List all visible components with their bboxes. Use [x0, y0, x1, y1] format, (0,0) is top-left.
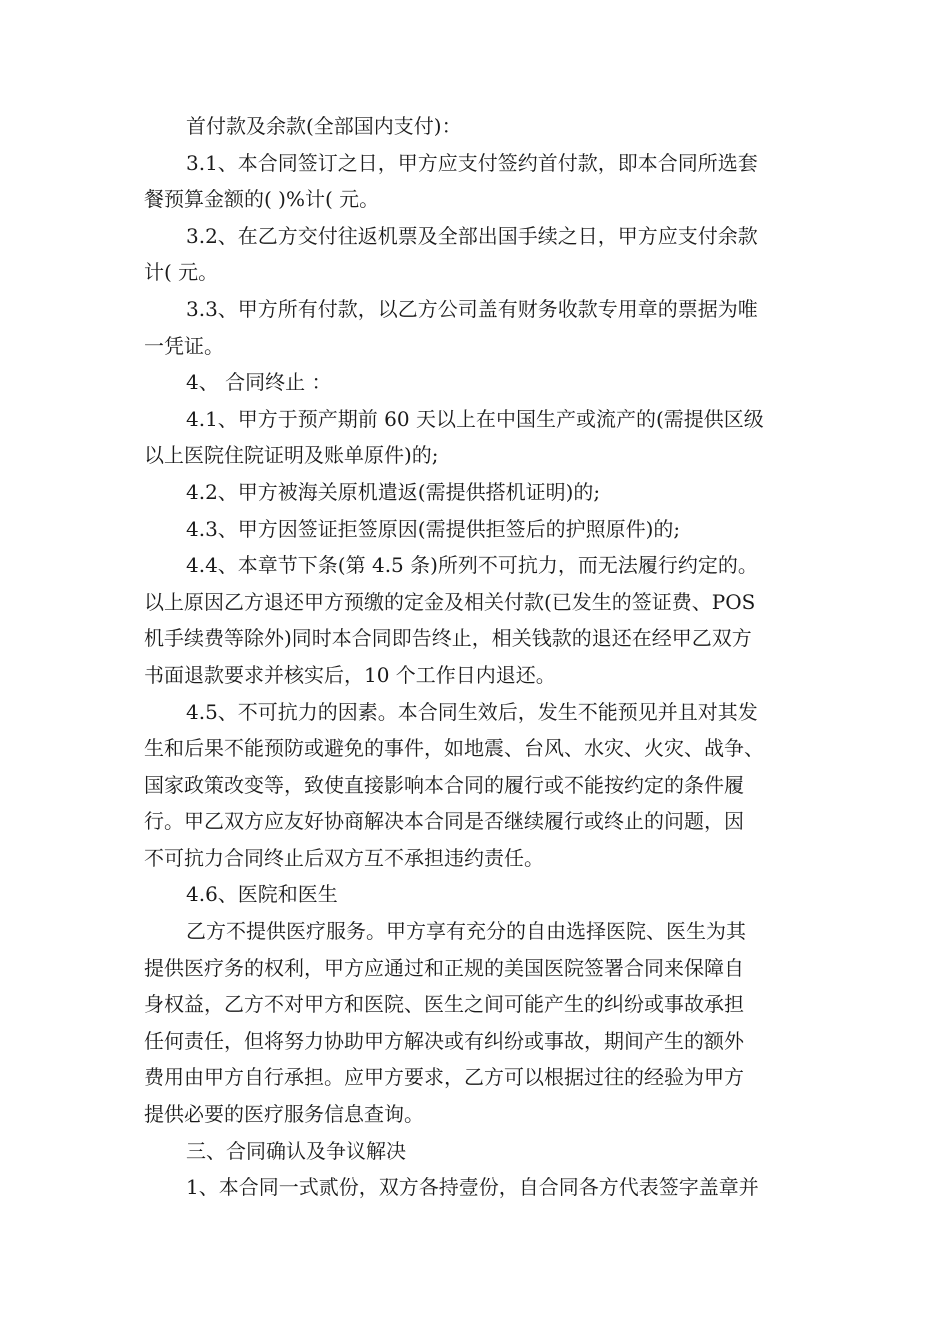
- text-line: 费用由甲方自行承担。应甲方要求，乙方可以根据过往的经验为甲方: [144, 1065, 744, 1090]
- text-line: 提供医疗务的权利，甲方应通过和正规的美国医院签署合同来保障自: [144, 955, 744, 980]
- paragraph: [144, 108, 812, 145]
- document-body: [144, 108, 812, 1206]
- text-line: 机手续费等除外)同时本合同即告终止，相关钱款的退还在经甲乙双方: [144, 626, 752, 651]
- paragraph: [144, 474, 812, 511]
- text-line: 生和后果不能预防或避免的事件，如地震、台风、水灾、火灾、战争、: [144, 736, 764, 761]
- text-line: 4、 合同终止 ：: [186, 370, 332, 395]
- text-line: 计( 元。: [144, 260, 219, 285]
- text-line: 3.3、甲方所有付款，以乙方公司盖有财务收款专用章的票据为唯: [186, 296, 758, 321]
- paragraph: [144, 876, 812, 913]
- paragraph: [144, 547, 812, 693]
- text-line: 4.2、甲方被海关原机遣返(需提供搭机证明)的;: [186, 479, 601, 504]
- paragraph: [144, 1169, 812, 1206]
- text-line: 4.3、甲方因签证拒签原因(需提供拒签后的护照原件)的;: [186, 516, 681, 541]
- text-line: 国家政策改变等，致使直接影响本合同的履行或不能按约定的条件履: [144, 772, 744, 797]
- text-line: 以上医院住院证明及账单原件)的;: [144, 443, 439, 468]
- paragraph: [144, 511, 812, 548]
- text-line: 首付款及余款(全部国内支付)：: [186, 114, 462, 138]
- paragraph: [144, 291, 812, 364]
- text-line: 1、本合同一式贰份，双方各持壹份，自合同各方代表签字盖章并: [186, 1175, 759, 1200]
- paragraph: [144, 401, 812, 474]
- text-line: 三、合同确认及争议解决: [186, 1138, 406, 1163]
- text-line: 4.4、本章节下条(第 4.5 条)所列不可抗力，而无法履行约定的。: [186, 553, 758, 578]
- text-line: 身权益，乙方不对甲方和医院、医生之间可能产生的纠纷或事故承担: [144, 992, 744, 1017]
- text-line: 4.6、医院和医生: [186, 882, 338, 907]
- text-line: 书面退款要求并核实后，10 个工作日内退还。: [144, 662, 556, 687]
- text-line: 4.5、不可抗力的因素。本合同生效后，发生不能预见并且对其发: [186, 699, 758, 724]
- paragraph: [144, 1133, 812, 1170]
- text-line: 3.2、在乙方交付往返机票及全部出国手续之日，甲方应支付余款: [186, 223, 758, 248]
- paragraph: [144, 364, 812, 401]
- text-line: 不可抗力合同终止后双方互不承担违约责任。: [144, 845, 544, 870]
- text-line: 3.1、本合同签订之日，甲方应支付签约首付款，即本合同所选套: [186, 150, 758, 175]
- text-line: 以上原因乙方退还甲方预缴的定金及相关付款(已发生的签证费、POS: [144, 589, 756, 614]
- text-line: 餐预算金额的( )%计( 元。: [144, 187, 380, 212]
- text-line: 提供必要的医疗服务信息查询。: [144, 1102, 424, 1127]
- text-line: 乙方不提供医疗服务。甲方享有充分的自由选择医院、医生为其: [186, 919, 746, 944]
- paragraph: [144, 913, 812, 1133]
- text-line: 一凭证。: [144, 333, 224, 358]
- paragraph: [144, 145, 812, 218]
- text-line: 任何责任，但将努力协助甲方解决或有纠纷或事故，期间产生的额外: [144, 1028, 744, 1053]
- paragraph: [144, 218, 812, 291]
- text-line: 4.1、甲方于预产期前 60 天以上在中国生产或流产的(需提供区级: [186, 406, 764, 431]
- text-line: 行。甲乙双方应友好协商解决本合同是否继续履行或终止的问题，因: [144, 809, 744, 834]
- paragraph: [144, 694, 812, 877]
